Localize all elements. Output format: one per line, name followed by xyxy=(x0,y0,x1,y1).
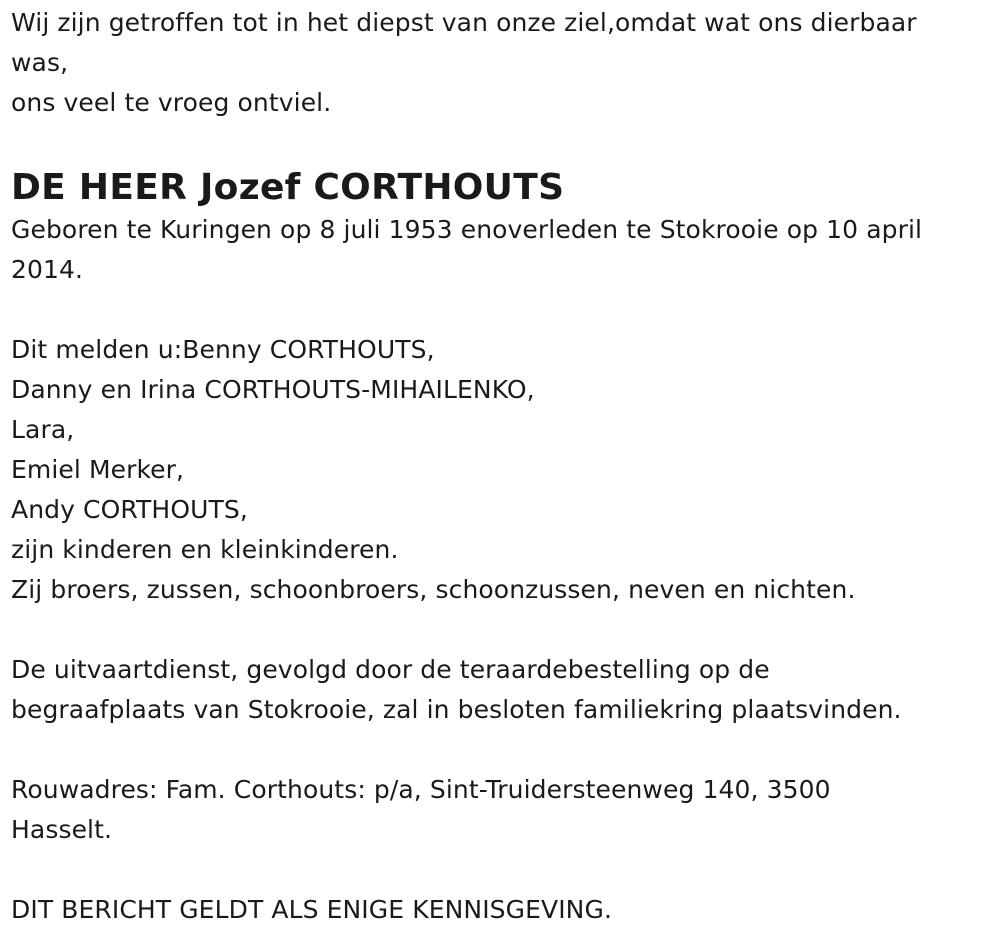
announcer-line: Zij broers, zussen, schoonbroers, schoonzussen, neven en nichten. xyxy=(11,575,856,604)
service-line: begraafplaats van Stokrooie, zal in besloten familiekring plaatsvinden. xyxy=(11,695,902,724)
birth-death-line: Geboren te Kuringen op 8 juli 1953 enoverleden te Stokrooie op 10 april xyxy=(11,215,923,244)
announcer-line: Emiel Merker, xyxy=(11,455,185,484)
intro-line: was, xyxy=(11,48,69,77)
address-line: Rouwadres: Fam. Corthouts: p/a, Sint-Truidersteenweg 140, 3500 xyxy=(11,775,831,804)
birth-death-details xyxy=(11,210,990,290)
announcer-line: Dit melden u:Benny CORTHOUTS, xyxy=(11,335,435,364)
announcer-line: Danny en Irina CORTHOUTS-MIHAILENKO, xyxy=(11,375,535,404)
intro-verse xyxy=(11,3,990,123)
spacer xyxy=(11,730,990,770)
announcers-list xyxy=(11,330,990,610)
service-line: De uitvaartdienst, gevolgd door de teraardebestelling op de xyxy=(11,655,770,684)
spacer xyxy=(11,290,990,330)
announcer-line: Lara, xyxy=(11,415,75,444)
intro-line: ons veel te vroeg ontviel. xyxy=(11,88,332,117)
intro-line: Wij zijn getroffen tot in het diepst van onze ziel,omdat wat ons dierbaar xyxy=(11,8,917,37)
closing-line: DIT BERICHT GELDT ALS ENIGE KENNISGEVING. xyxy=(11,895,612,924)
spacer xyxy=(11,850,990,890)
spacer xyxy=(11,610,990,650)
funeral-service-details xyxy=(11,650,990,730)
birth-death-line: 2014. xyxy=(11,255,84,284)
deceased-name-heading: DE HEER Jozef CORTHOUTS xyxy=(11,167,565,208)
obituary-notice xyxy=(0,3,1000,930)
closing-statement xyxy=(11,890,990,930)
announcer-line: Andy CORTHOUTS, xyxy=(11,495,248,524)
mourning-address xyxy=(11,770,990,850)
address-line: Hasselt. xyxy=(11,815,113,844)
announcer-line: zijn kinderen en kleinkinderen. xyxy=(11,535,399,564)
